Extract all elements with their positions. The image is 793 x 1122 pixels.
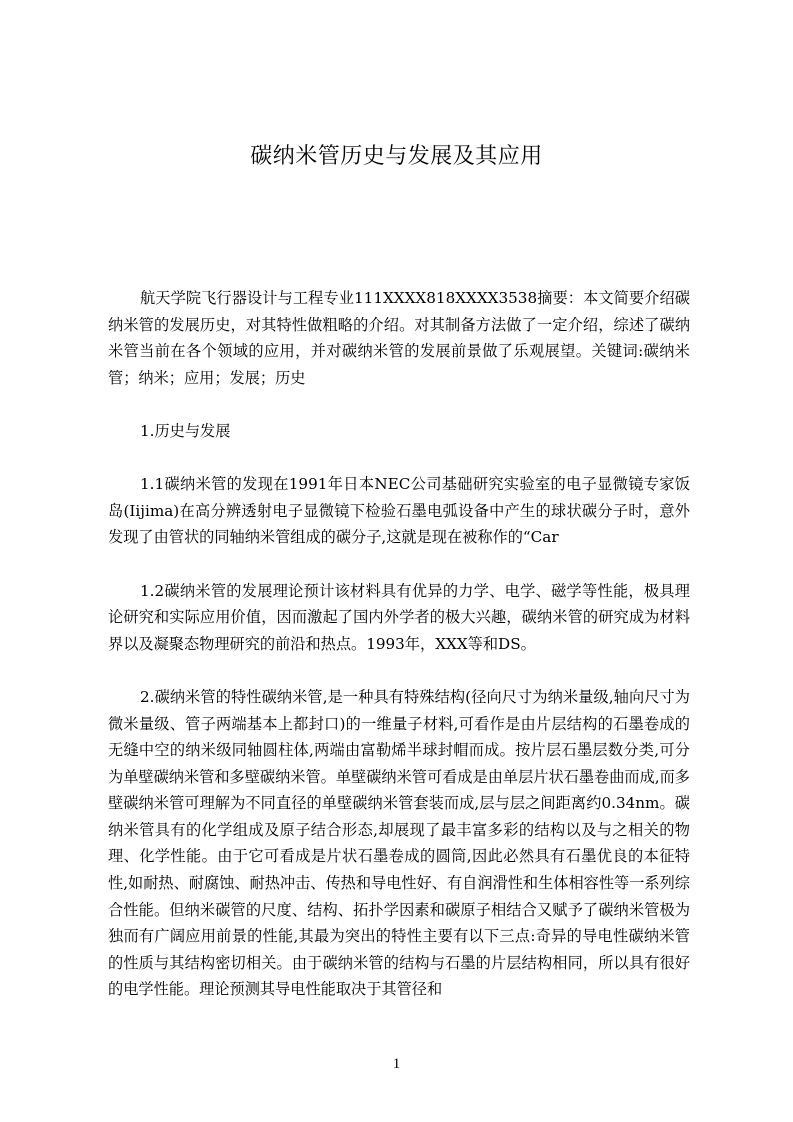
paragraph-properties: 2.碳纳米管的特性碳纳米管,是一种具有特殊结构(径向尺寸为纳米量级,轴向尺寸为微米量级、管子两端基本上都封口)的一维量子材料,可看作是由片层结构的石墨卷成的无缝中空的纳米级同轴圆柱体,两端由富勒烯半球封帽而成。按片层石墨层数分类,可分为单壁碳纳米管和多壁碳纳米管。单壁碳纳米管可看成是由单层片状石墨卷曲而成,而多壁碳纳米管可理解为不同直径的单壁碳纳米管套装而成,层与层之间距离约0.34nm。碳纳米管具有的化学组成及原子结合形态,却展现了最丰富多彩的结构以及与之相关的物理、化学性能。由于它可看成是片状石墨卷成的圆筒,因此必然具有石墨优良的本征特性,如耐热、耐腐蚀、耐热冲击、传热和导电性好、有自润滑性和生体相容性等一系列综合性能。但纳米碳管的尺度、结构、拓扑学因素和碳原子相结合又赋予了碳纳米管极为独而有广阔应用前景的性能,其最为突出的特性主要有以下三点:奇异的导电性碳纳米管的性质与其结构密切相关。由于碳纳米管的结构与石墨的片层结构相同，所以具有很好的电学性能。理论预测其导电性能取决于其管径和 — [108, 687, 690, 999]
abstract-paragraph: 航天学院飞行器设计与工程专业111XXXX818XXXX3538摘要：本文简要介绍碳纳米管的发展历史，对其特性做粗略的介绍。对其制备方法做了一定介绍，综述了碳纳米管当前在各个领域的应用，并对碳纳米管的发展前景做了乐观展望。关键词:碳纳米管；纳米；应用；发展；历史 — [108, 289, 690, 387]
paragraph-discovery: 1.1碳纳米管的发现在1991年日本NEC公司基础研究实验室的电子显微镜专家饭岛(Iijima)在高分辨透射电子显微镜下检验石墨电弧设备中产生的球状碳分子时，意外发现了由管状的同轴纳米管组成的碳分子,这就是现在被称作的“Car — [108, 475, 690, 547]
document-body — [108, 285, 690, 1003]
section-heading-history: 1.历史与发展 — [140, 421, 231, 440]
document-title: 碳纳米管历史与发展及其应用 — [250, 144, 543, 169]
page-number: 1 — [392, 1056, 401, 1072]
paragraph-development: 1.2碳纳米管的发展理论预计该材料具有优异的力学、电学、磁学等性能，极具理论研究和实际应用价值，因而激起了国内外学者的极大兴趣，碳纳米管的研究成为材料界以及凝聚态物理研究的前沿和热点。1993年，XXX等和DS。 — [108, 581, 690, 653]
